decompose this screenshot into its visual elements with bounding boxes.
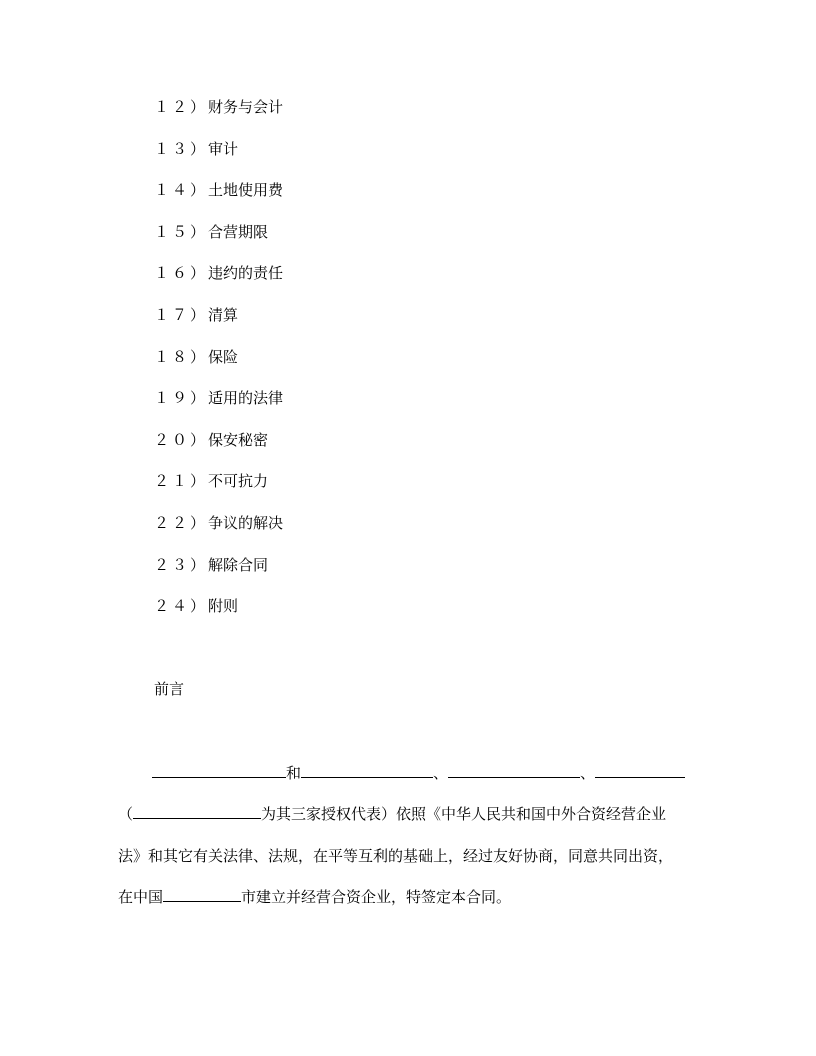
separator-text: 、 bbox=[580, 764, 596, 782]
toc-item-number: １４） bbox=[154, 181, 209, 200]
toc-item-title: 保险 bbox=[208, 347, 239, 366]
preface-line-2 bbox=[118, 803, 718, 825]
toc-item bbox=[154, 429, 283, 471]
preface-text: 为其三家授权代表）依照《中华人民共和国中外合资经营企业 bbox=[261, 805, 667, 823]
toc-item bbox=[154, 554, 283, 596]
toc-item-title: 附则 bbox=[208, 597, 239, 616]
conjunction-text: 和 bbox=[286, 764, 302, 782]
blank-line[interactable] bbox=[163, 886, 241, 902]
preface-line-4 bbox=[118, 886, 718, 908]
blank-line[interactable] bbox=[595, 762, 685, 778]
toc-item bbox=[154, 262, 283, 304]
preface-text: 市建立并经营合资企业，特签定本合同。 bbox=[241, 888, 512, 906]
toc-item-number: １３） bbox=[154, 139, 209, 158]
toc-item-title: 审计 bbox=[208, 139, 239, 158]
toc-item bbox=[154, 512, 283, 554]
blank-line[interactable] bbox=[301, 762, 433, 778]
toc-item-title: 适用的法律 bbox=[208, 389, 284, 408]
table-of-contents bbox=[154, 96, 283, 637]
toc-item bbox=[154, 179, 283, 221]
toc-item-number: ２１） bbox=[154, 472, 209, 491]
toc-item-title: 争议的解决 bbox=[208, 513, 284, 532]
toc-item-title: 土地使用费 bbox=[208, 181, 284, 200]
toc-item-number: １７） bbox=[154, 305, 209, 324]
toc-item bbox=[154, 470, 283, 512]
blank-line[interactable] bbox=[133, 803, 261, 819]
toc-item-number: ２０） bbox=[154, 430, 209, 449]
toc-item-number: １９） bbox=[154, 389, 209, 408]
preface-text: 在中国 bbox=[118, 888, 164, 906]
blank-line[interactable] bbox=[448, 762, 580, 778]
toc-item-title: 保安秘密 bbox=[208, 430, 269, 449]
toc-item-number: １６） bbox=[154, 264, 209, 283]
toc-item-number: ２４） bbox=[154, 597, 209, 616]
toc-item bbox=[154, 595, 283, 637]
toc-item-title: 合营期限 bbox=[208, 222, 269, 241]
toc-item bbox=[154, 387, 283, 429]
toc-item-number: １２） bbox=[154, 98, 209, 116]
toc-item-number: １５） bbox=[154, 222, 209, 241]
toc-item-title: 违约的责任 bbox=[208, 264, 284, 283]
preface-line-3: 法》和其它有关法律、法规，在平等互利的基础上，经过友好协商，同意共同出资， bbox=[118, 847, 674, 865]
toc-item-title: 清算 bbox=[208, 305, 239, 324]
toc-item-number: ２３） bbox=[154, 555, 209, 574]
toc-item bbox=[154, 346, 283, 388]
toc-item-title: 不可抗力 bbox=[208, 472, 269, 491]
preface-line-1 bbox=[118, 762, 752, 784]
toc-item bbox=[154, 221, 283, 263]
separator-text: 、 bbox=[433, 764, 449, 782]
toc-item bbox=[154, 138, 283, 180]
toc-item-title: 财务与会计 bbox=[208, 98, 284, 116]
toc-item-number: ２２） bbox=[154, 513, 209, 532]
preface-heading: 前言 bbox=[154, 680, 185, 698]
open-paren-text: （ bbox=[118, 805, 134, 823]
toc-item-title: 解除合同 bbox=[208, 555, 269, 574]
toc-item-number: １８） bbox=[154, 347, 209, 366]
toc-item bbox=[154, 96, 283, 138]
blank-line[interactable] bbox=[152, 762, 286, 778]
toc-item bbox=[154, 304, 283, 346]
